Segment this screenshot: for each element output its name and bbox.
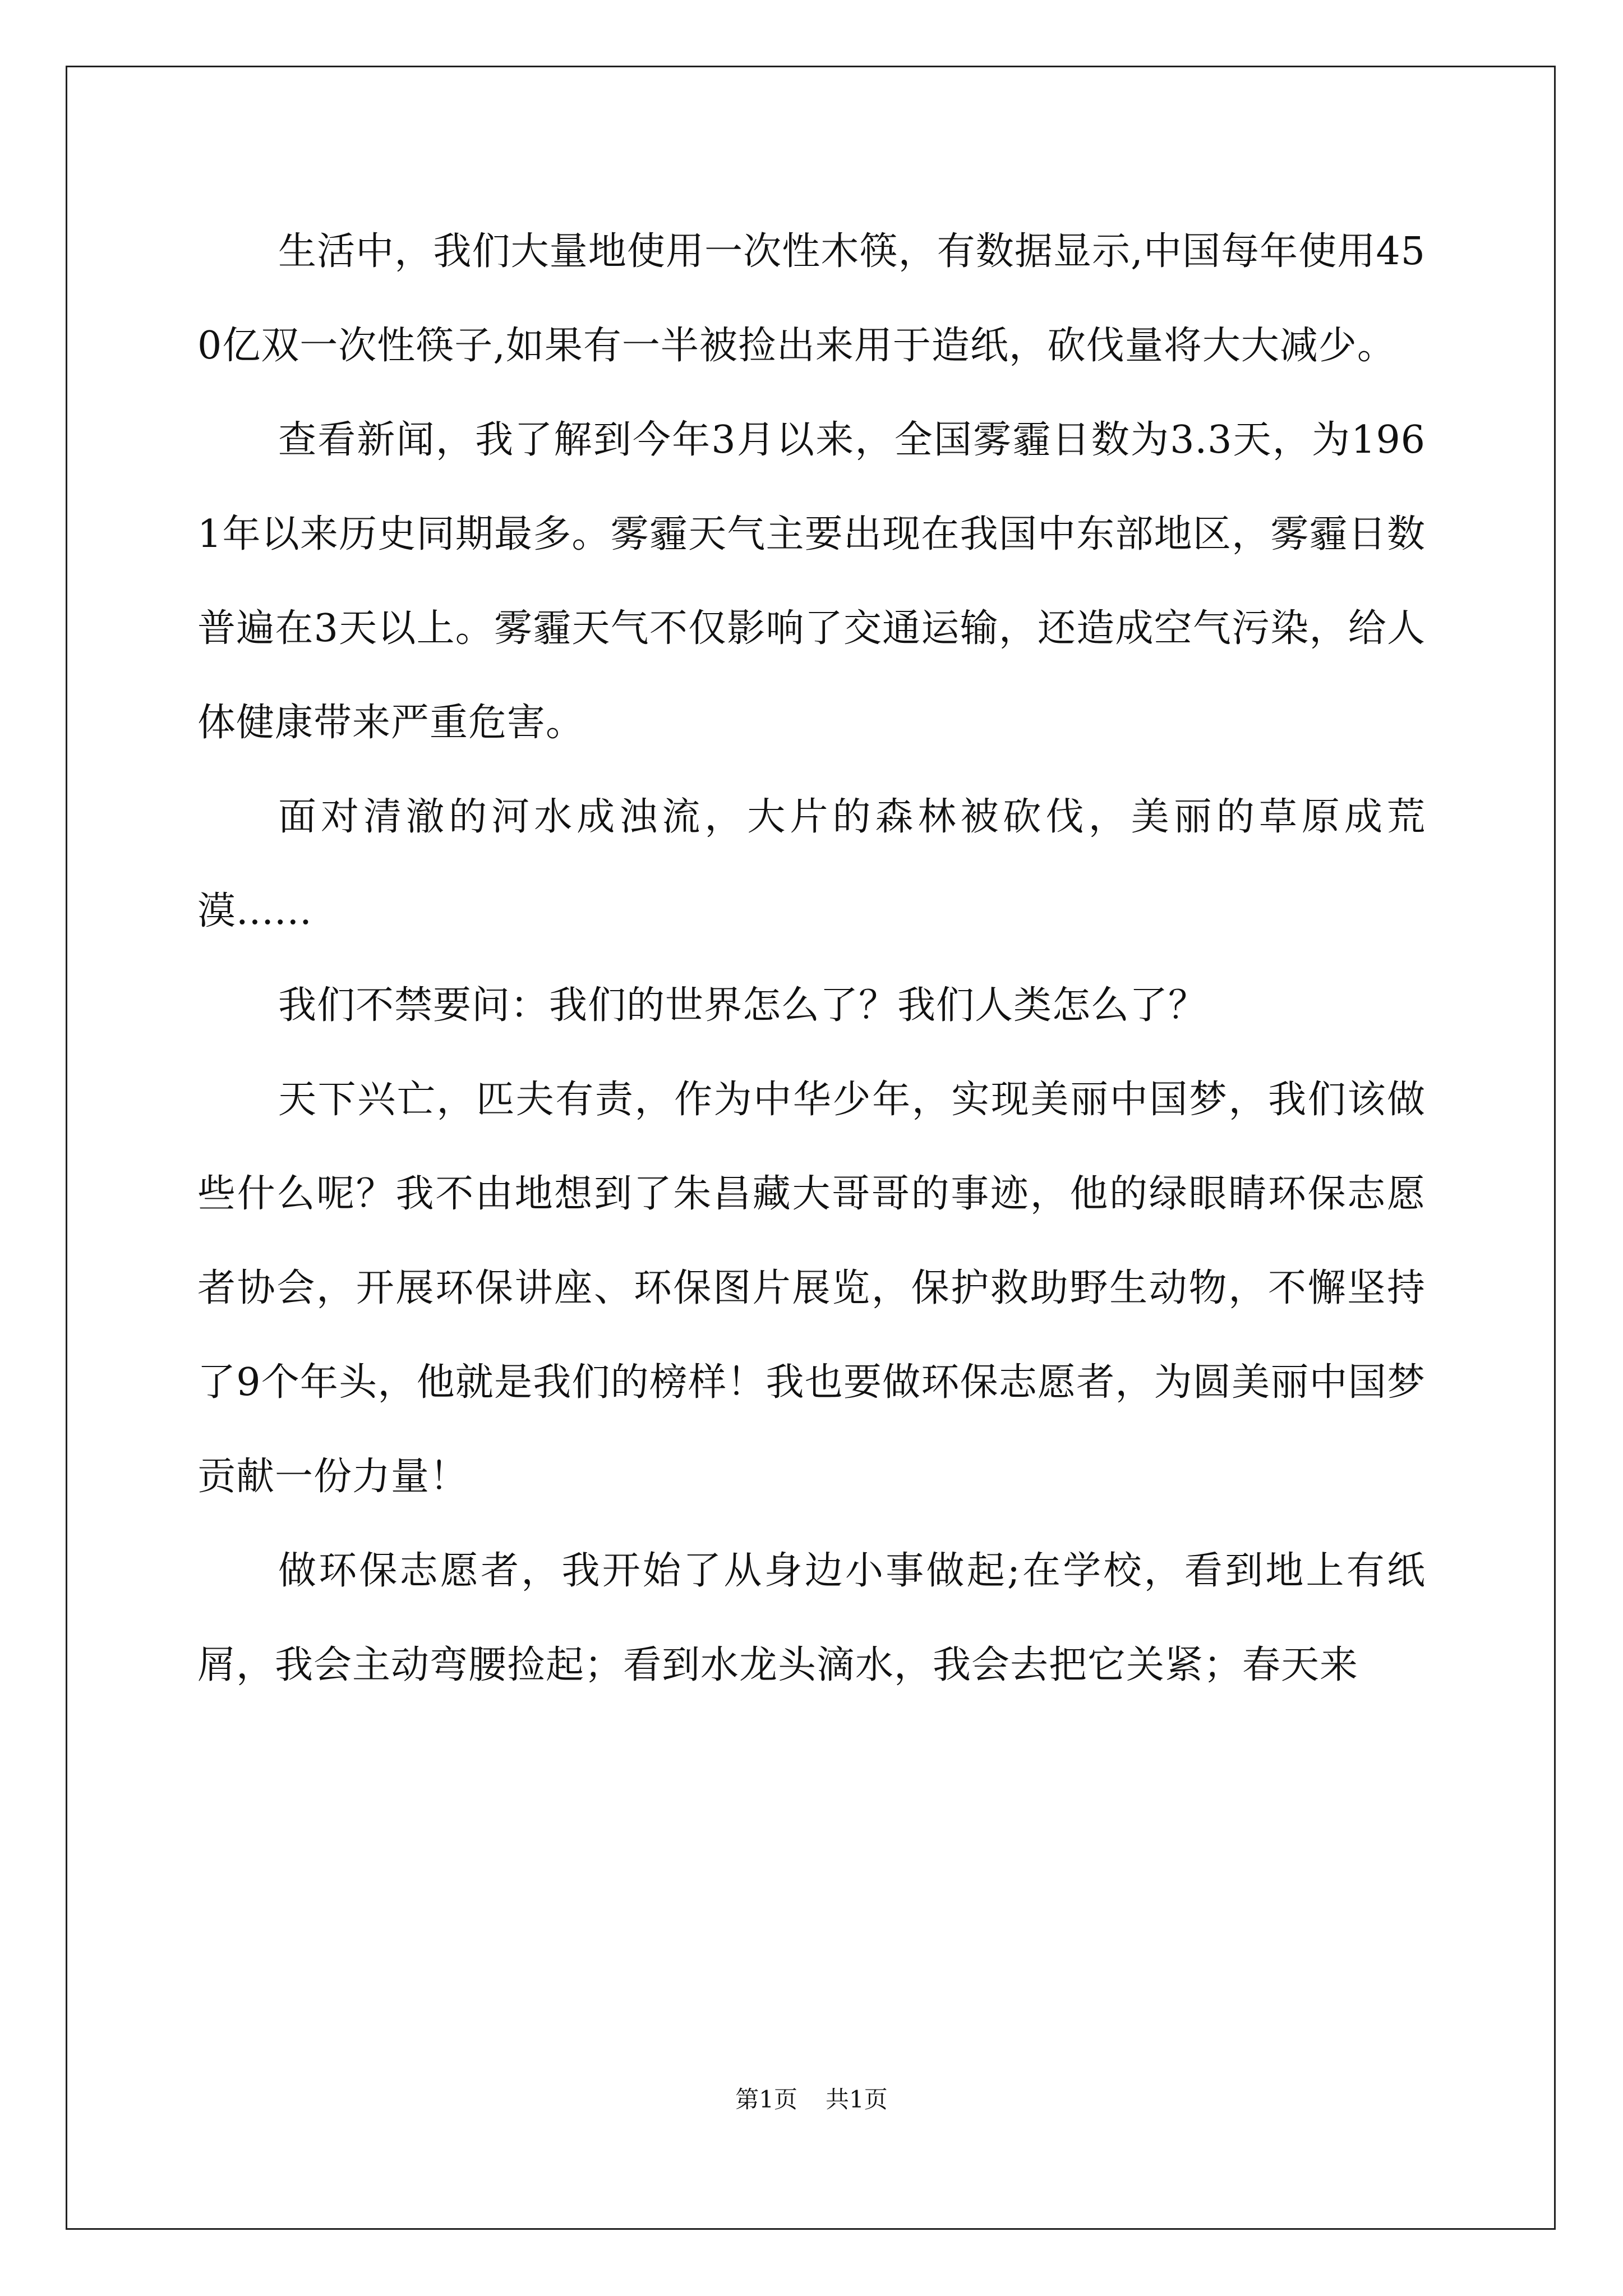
page-footer <box>0 2081 1623 2115</box>
paragraph-3: 面对清澈的河水成浊流，大片的森林被砍伐，美丽的草原成荒漠...... <box>197 795 1426 933</box>
paragraph-6: 做环保志愿者，我开始了从身边小事做起;在学校，看到地上有纸屑，我会主动弯腰捡起；看到水龙头滴水，我会去把它关紧；春天来 <box>197 1549 1426 1687</box>
paragraph-1: 生活中，我们大量地使用一次性木筷，有数据显示,中国每年使用450亿双一次性筷子,如果有一半被捡出来用于造纸，砍伐量将大大减少。 <box>197 229 1426 368</box>
paragraph-5: 天下兴亡，匹夫有责，作为中华少年，实现美丽中国梦，我们该做些什么呢？我不由地想到了朱昌藏大哥哥的事迹，他的绿眼睛环保志愿者协会，开展环保讲座、环保图片展览，保护救助野生动物，不懈坚持了9个年头，他就是我们的榜样！我也要做环保志愿者，为圆美丽中国梦贡献一份力量！ <box>197 1078 1426 1499</box>
paragraph-2: 查看新闻，我了解到今年3月以来，全国雾霾日数为3.3天，为1961年以来历史同期最多。雾霾天气主要出现在我国中东部地区，雾霾日数普遍在3天以上。雾霾天气不仅影响了交通运输，还造成空气污染，给人体健康带来严重危害。 <box>197 418 1426 745</box>
paragraph-4: 我们不禁要问：我们的世界怎么了？我们人类怎么了？ <box>278 983 1207 1028</box>
page-number: 第1页 <box>735 2086 797 2113</box>
document-body <box>197 205 1426 1713</box>
page-total: 共1页 <box>826 2086 888 2113</box>
